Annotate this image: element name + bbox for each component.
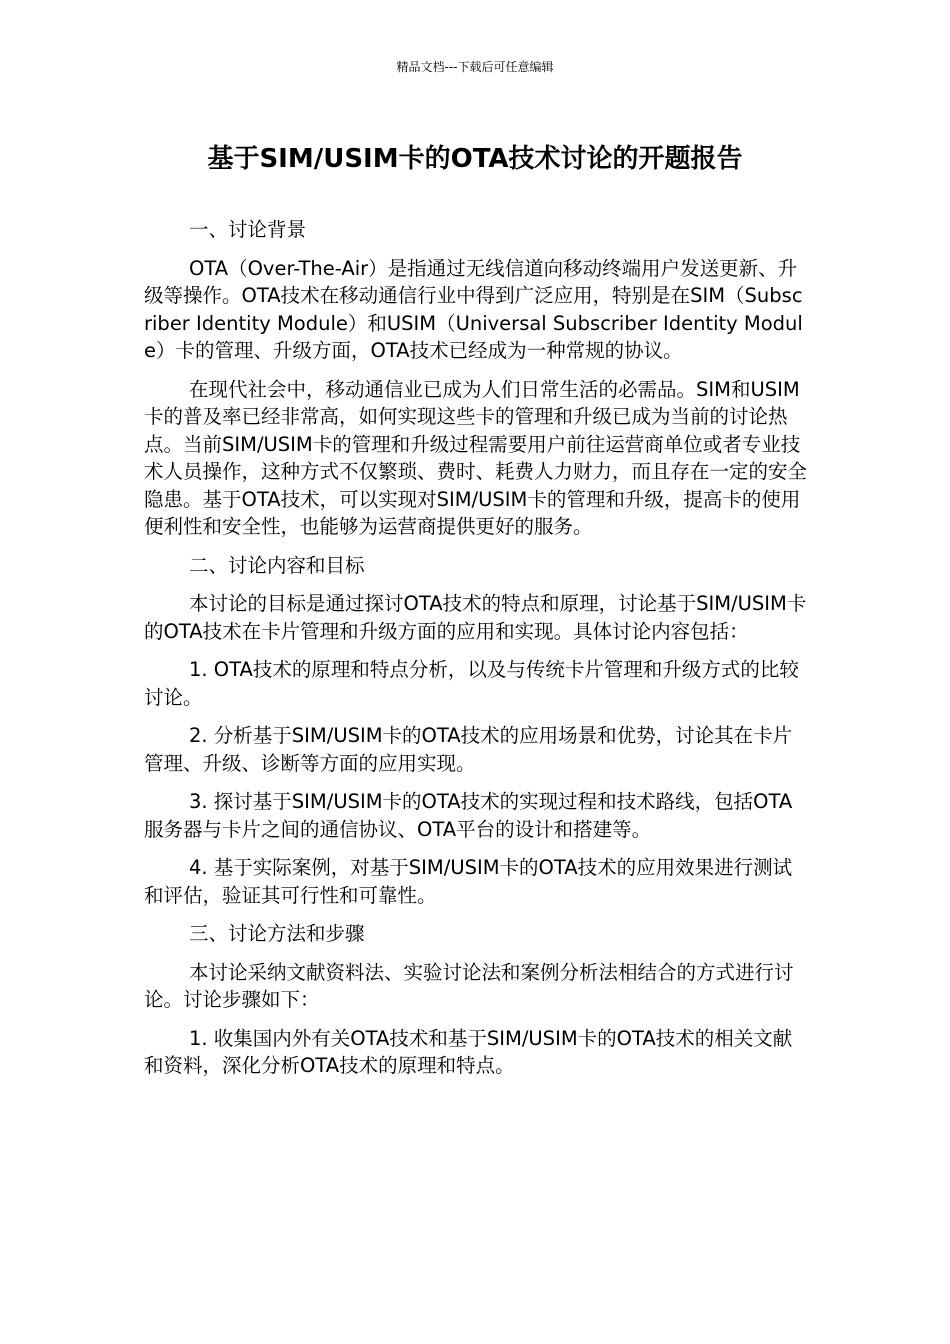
list-item: 4. 基于实际案例，对基于SIM/USIM卡的OTA技术的应用效果进行测试和评估，验证其可行性和可靠性。 xyxy=(144,856,793,907)
section-heading: 二、讨论内容和目标 xyxy=(189,553,365,577)
page-header: 精品文档---下载后可任意编辑 xyxy=(396,60,554,74)
list-item: 1. 收集国内外有关OTA技术和基于SIM/USIM卡的OTA技术的相关文献和资料，深化分析OTA技术的原理和特点。 xyxy=(144,1026,793,1077)
paragraph: OTA（Over-The-Air）是指通过无线信道向移动终端用户发送更新、升级等操作。OTA技术在移动通信行业中得到广泛应用，特别是在SIM（Subscriber Identity Module）和USIM（Universal Subscriber Identity Module）卡的管理、升级方面，OTA技术已经成为一种常规的协议。 xyxy=(144,256,803,362)
list-item: 1. OTA技术的原理和特点分析，以及与传统卡片管理和升级方式的比较讨论。 xyxy=(144,658,799,709)
section-methods-steps xyxy=(144,920,808,1080)
list-item: 3. 探讨基于SIM/USIM卡的OTA技术的实现过程和技术路线，包括OTA服务器与卡片之间的通信协议、OTA平台的设计和搭建等。 xyxy=(144,790,793,841)
paragraph: 本讨论的目标是通过探讨OTA技术的特点和原理，讨论基于SIM/USIM卡的OTA技术在卡片管理和升级方面的应用和实现。具体讨论内容包括： xyxy=(144,592,807,643)
section-heading: 一、讨论背景 xyxy=(189,218,307,241)
paragraph: 本讨论采纳文献资料法、实验讨论法和案例分析法相结合的方式进行讨论。讨论步骤如下： xyxy=(144,960,794,1011)
section-heading: 三、讨论方法和步骤 xyxy=(189,922,365,945)
paragraph: 在现代社会中，移动通信业已成为人们日常生活的必需品。SIM和USIM卡的普及率已经非常高，如何实现这些卡的管理和升级已成为当前的讨论热点。当前SIM/USIM卡的管理和升级过程需要用户前往运营商单位或者专业技术人员操作，这种方式不仅繁琐、费时、耗费人力财力，而且存在一定的安全隐患。基于OTA技术，可以实现对SIM/USIM卡的管理和升级，提高卡的使用便利性和安全性，也能够为运营商提供更好的服务。 xyxy=(144,377,808,538)
section-content-goals xyxy=(144,552,808,910)
document-body xyxy=(144,216,808,1091)
section-background xyxy=(144,216,808,541)
document-title: 基于SIM/USIM卡的OTA技术讨论的开题报告 xyxy=(207,144,743,174)
list-item: 2. 分析基于SIM/USIM卡的OTA技术的应用场景和优势，讨论其在卡片管理、升级、诊断等方面的应用实现。 xyxy=(144,724,793,775)
